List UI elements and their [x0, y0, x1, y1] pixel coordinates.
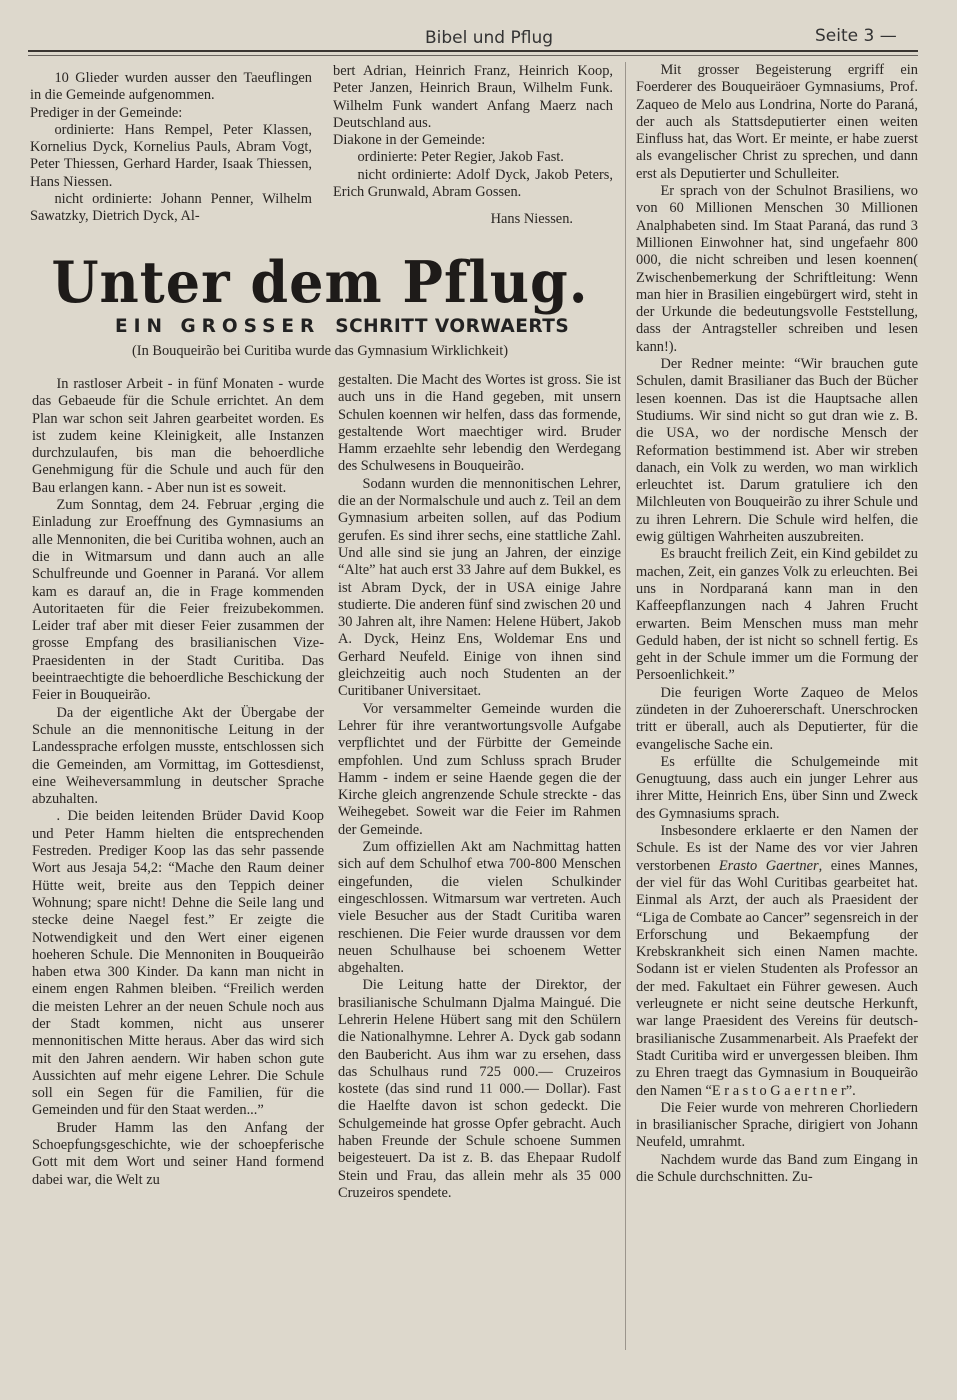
column-rule	[625, 62, 626, 1350]
text-run: Insbesondere erklaerte er den Namen der Schule. Es ist der Name des vor vier Jahren verstorbenen	[636, 823, 918, 874]
paragraph: Vor versammelter Gemeinde wurden die Lehrer für ihre verantwortungsvolle Aufgabe verpflichtet und der Fürbitte der Gemeinde empfohlen. Und zum Schluss sprach Bruder Hamm - indem er seine Haende gegen die der Kirche gleich angrenzende Schule streckte - das Weihegebet. Soweit war die Feier im Rahmen der Gemeinde.	[338, 700, 621, 838]
headline-part1: EIN GROSSER	[115, 316, 321, 337]
paragraph: Prediger in der Gemeinde:	[30, 104, 183, 121]
paragraph: Die Leitung hatte der Direktor, der brasilianische Schulmann Djalma Maingué. Die Lehrerin Helene Hübert sang mit den Schülern die Nationalhymne. Lehrer A. Dyck gab sodann den Baubericht. Aus ihm war zu ersehen, dass das Schulhaus rund 725 000.— Cruzeiros kostete (das sind rund 11 000.— Dollar). Fast die Haelfte davon ist schon gedeckt. Die Schulgemeinde hat grosse Opfer gebracht. Auch haben Freunde der Schule schoene Summen beigesteuert. Da ist z. B. das Ehepaar Rudolf Stein und Frau, das allein mehr als 35 000 Cruzeiros spendete.	[338, 977, 621, 1201]
paragraph: . Die beiden leitenden Brüder David Koop und Peter Hamm hielten die entsprechenden Festreden. Prediger Koop las das sehr passende Wort aus Jesaja 54,2: “Mache den Raum deiner Hütte weit, breite aus den Teppich deiner Wohnung; spare nicht! Dehne die Seile lang und stecke deine Naegel fest.” Er zeigte die Notwendigkeit und den Wert einer eigenen hoeheren Schule. Die Mennoniten in Bouqueirão haben etwa 300 Kinder. Da kann man nicht in einem engen Rahmen bleiben. “Freilich werden die meisten Lehrer an der neuen Schule noch aus der Stadt kommen, nicht aus unserer mennonitischen Mitte heraus. Aber das wird sich mit den Jahren aendern. Wir haben schon gute Aussichten auf mehr eigene Lehrer. Die Schule soll ein Segen für die Familien, für die Gemeinden und für den Staat werden...”	[32, 808, 324, 1119]
paragraph: nicht ordinierte: Adolf Dyck, Jakob Peters, Erich Grunwald, Abram Gossen.	[333, 166, 613, 201]
paragraph: Sodann wurden die mennonitischen Lehrer, die an der Normalschule und auch z. Teil an dem Gymnasium arbeiten sollen, auf das Podium gerufen. Es sind ihrer sechs, eine stattliche Zahl. Und alle sind sie jung an Jahren, der einzige “Alte” hat auch erst 33 Jahre auf dem Bukkel, es ist Abram Dyck, der in USA einige Jahre studierte. Die anderen fünf sind zwischen 20 und 30 Jahren alt, ihre Namen: Helene Hübert, Jakob A. Dyck, Heinz Ens, Woldemar Ens und Gerhard Neufeld. Einige von ihnen sind gleichzeitig auch noch Studenten an der Curitibaner Universitaet.	[338, 475, 621, 700]
paragraph: Er sprach von der Schulnot Brasiliens, wo von 60 Millionen Menschen 30 Millionen Analphabeten sind. Im Staat Paraná, das rund 3 Millionen Einwohner hat, sind ungefaehr 800 000, die nicht schreiben und lesen koennen( Zwischenbemerkung der Schriftleitung: Wenn man hier in Brasilien eingebürgert wird, steht in der Urkunde die bedeutungsvolle Feststellung, dass der Antragsteller schreiben und lesen kann!).	[636, 183, 918, 355]
article-column-3	[636, 62, 918, 1186]
paragraph	[636, 823, 918, 1100]
paragraph: Diakone in der Gemeinde:	[333, 132, 486, 149]
top-middle-column	[333, 63, 613, 229]
paragraph: Es erfüllte die Schulgemeinde mit Genugtuung, dass auch ein junger Lehrer aus ihrer Mitte, Heinrich Ens, über Sinn und Zweck des Gymnasiums sprach.	[636, 753, 918, 822]
header-rule-thin	[28, 55, 918, 56]
article-column-2	[338, 372, 621, 1202]
paragraph: Es braucht freilich Zeit, ein Kind gebildet zu machen, Zeit, ein ganzes Volk zu erleuchten. Bei uns in Nordparaná kann man in den Kaffeepflanzungen nach 4 Jahren Frucht erwarten. Beim Menschen muss man mehr Geduld haben, der ist nicht so schnell fertig. Es geht in der Schule immer um die Formung der Persoenlichkeit.”	[636, 546, 918, 684]
paragraph: Zum Sonntag, dem 24. Februar ,erging die Einladung zur Eroeffnung des Gymnasiums an alle Mennoniten, die bei Curitiba wohnen, auch an die in Witmarsum und dann auch an alle Schulfreunde und Goenner in Paraná. Vor allem kam es darauf an, die in Frage kommenden Autoritaeten für die Feier freizubekommen. Leider traf aber mit dieser Feier zusammen der grosse Empfang des brasilianischen Vize-Praesidenten in der Stadt Curitiba. Das beeintraechtigte die behoerdliche Beschickung der Feier in Bouqueirão.	[32, 497, 324, 704]
paragraph: In rastloser Arbeit - in fünf Monaten - wurde das Gebaeude für die Schule errichtet. An dem Plan war schon seit Jahren gearbeitet worden. Es ist zudem keine Kleinigkeit, alle Instanzen durchzulaufen, bis man die behoerdliche Genehmigung für die Schule und auch für den Bau erlangen kann. - Aber nun ist es soweit.	[32, 376, 324, 496]
header-rule	[28, 50, 918, 52]
running-header-title: Bibel und Pflug	[424, 28, 554, 48]
paragraph: gestalten. Die Macht des Wortes ist gross. Sie ist auch uns in die Hand gegeben, mit unsern Schulen koennen wir helfen, dass das formende, gestaltende Wort maechtiger wird. Bruder Hamm erzaehlte sehr lebendig den Werdegang des Schulwesens in Bouqueirão.	[338, 372, 621, 475]
paragraph: ordinierte: Hans Rempel, Peter Klassen, Kornelius Dyck, Kornelius Pauls, Abram Vogt, Peter Thiessen, Gerhard Harder, Isaak Thiessen, Hans Niessen.	[30, 121, 312, 190]
paragraph: Der Redner meinte: “Wir brauchen gute Schulen, damit Brasilianer das Buch der Bücher lesen koennen. Das ist die Hauptsache allen Studiums. Wir sind nicht so gut dran wie z. B. die USA, wo der nordische Mensch der Reformation bestimmend ist. Aber wir streben danach, ein Volk zu werden, wo man wirklich erleuchtet ist. Darum gratuliere ich den Milchleuten von Bouqueirão zu ihrer Schule und zu ihren Lehrern. Die Schule wird helfen, die ewig gültigen Wahrheiten auszubreiten.	[636, 356, 918, 546]
article-column-1	[32, 376, 324, 1189]
paragraph: bert Adrian, Heinrich Franz, Heinrich Koop, Peter Janzen, Heinrich Braun, Wilhelm Funk. Wilhelm Funk wandert Anfang Maerz nach Deutschland aus.	[333, 63, 613, 131]
paragraph: Nachdem wurde das Band zum Eingang in die Schule durchschnitten. Zu-	[636, 1151, 918, 1185]
paragraph: Zum offiziellen Akt am Nachmittag hatten sich auf dem Schulhof etwa 700-800 Menschen eingefunden, die vielen Schulkinder eingeschlossen. Witmarsum war vertreten. Auch viele Besucher aus der Stadt Curitiba waren reschienen. Die Feier wurde draussen vor dem neuen Schulhause bei schoenem Wetter abgehalten.	[338, 839, 621, 977]
article-headline	[115, 316, 570, 337]
paragraph: nicht ordinierte: Johann Penner, Wilhelm Sawatzky, Dietrich Dyck, Al-	[30, 191, 312, 225]
paragraph: 10 Glieder wurden ausser den Taeuflingen in die Gemeinde aufgenommen.	[30, 70, 312, 104]
name-emphasis: Erasto Gaertner	[718, 857, 819, 874]
headline-part2: SCHRITT VORWAERTS	[335, 316, 570, 337]
article-subheadline: (In Bouqueirão bei Curitiba wurde das Gymnasium Wirklichkeit)	[131, 343, 509, 359]
top-left-column	[30, 70, 312, 226]
page-number: Seite 3 —	[815, 26, 897, 46]
paragraph: ordinierte: Peter Regier, Jakob Fast.	[357, 149, 564, 166]
paragraph: Bruder Hamm las den Anfang der Schoepfungsgeschichte, wie der schoepferische Gott mit dem Wort und seiner Hand formend dabei war, die Welt zu	[32, 1119, 324, 1188]
signature: Hans Niessen.	[490, 211, 573, 228]
text-run: , eines Mannes, der viel für das Wohl Curitibas gearbeitet hat. Einmal als Arzt, der auch als Praesident der “Liga de Combate ao Cancer” segensreich in der Erforschung und Bekaempfung der Krebskrankheit sich einen Namen machte. Sodann ist er vielen Studenten als Professor an der med. Fakultaet ein Führer gewesen. Auch verleugnete er nicht seine deutsche Herkunft, war lange Praesident des Vereins für deutsch-brasilianische Zusammenarbeit. Als Praefekt der Stadt Curitiba wird er unvergessen bleiben. Ihm zu Ehren traegt das Gymnasium in Bouqueirão den Namen “E r a s t o G a e r t n e r”.	[636, 857, 918, 1099]
paragraph: Die feurigen Worte Zaqueo de Melos zündeten in der Zuhoererschaft. Unerschrocken tritt er überall, auch als Deputierter, für die evangelische Sache ein.	[636, 684, 918, 753]
paragraph: Die Feier wurde von mehreren Chorliedern in brasilianischer Sprache, dirigiert von Johann Neufeld, umrahmt.	[636, 1099, 918, 1151]
paragraph: Da der eigentliche Akt der Übergabe der Schule an die mennonitische Leitung in der Landessprache erfolgen musste, entschlossen sich die Gemeinden, am Vormittag, im Gottesdienst, eine Weiheversammlung in deutscher Sprache abzuhalten.	[32, 704, 324, 808]
section-masthead: Unter dem Pflug.	[51, 248, 589, 316]
paragraph: Mit grosser Begeisterung ergriff ein Foerderer des Bouqueiräoer Gymnasiums, Prof. Zaqueo de Melo aus Londrina, Norte do Paraná, der auch als Stattsdeputierter einen weiten Einfluss hat, das Wort. Er meinte, er habe zuerst als evangelischer Christ zu sprechen, und dann erst als Deputierter und Schulleiter.	[636, 62, 918, 182]
